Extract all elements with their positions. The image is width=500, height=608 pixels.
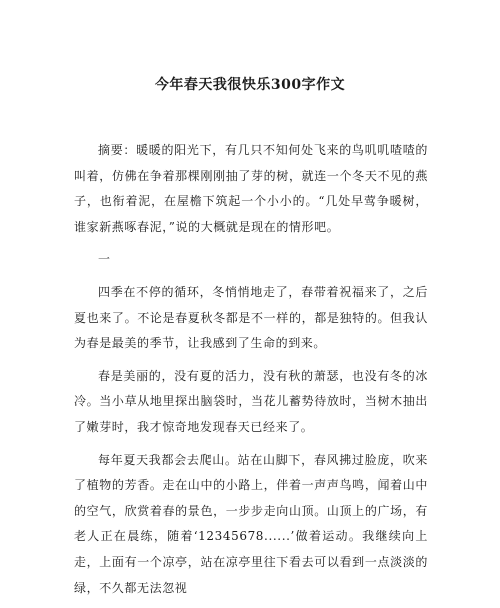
document-title: 今年春天我很快乐300字作文: [154, 77, 346, 93]
document-body: [74, 138, 428, 608]
body-paragraph: 春是美丽的，没有夏的活力，没有秋的萧瑟，也没有冬的冰冷。当小草从地里探出脑袋时，当花儿蓄势待放时，当树木抽出了嫩芽时，我才惊奇地发现春天已经来了。: [74, 368, 428, 434]
section-marker: 一: [98, 252, 111, 267]
body-paragraph: 每年夏天我都会去爬山。站在山脚下，春风拂过脸庞，吹来了植物的芳香。走在山中的小路上，伴着一声声鸟鸣，闻着山中的空气，欣赏着春的景色，一步步走向山顶。山顶上的广场，有老人正在晨练，随着‘12345678......’做着运动。我继续向上走，上面有一个凉亭，站在凉亭里往下看去可以看到一点淡淡的绿，不久都无法忽视: [74, 452, 428, 595]
body-paragraph: 四季在不停的循环，冬悄悄地走了，春带着祝福来了，之后夏也来了。不论是春夏秋冬都是不一样的，都是独特的。但我认为春是最美的季节，让我感到了生命的到来。: [74, 284, 428, 351]
abstract-paragraph: 摘要：暖暖的阳光下，有几只不知何处飞来的鸟叽叽喳喳的叫着，仿佛在争着那棵刚刚抽了芽的树，就连一个冬天不见的燕子，也衔着泥，在屋檐下筑起一个小小的。“几处早莺争暖树，谁家新燕啄春泥，”说的大概就是现在的情形吧。: [74, 143, 428, 234]
